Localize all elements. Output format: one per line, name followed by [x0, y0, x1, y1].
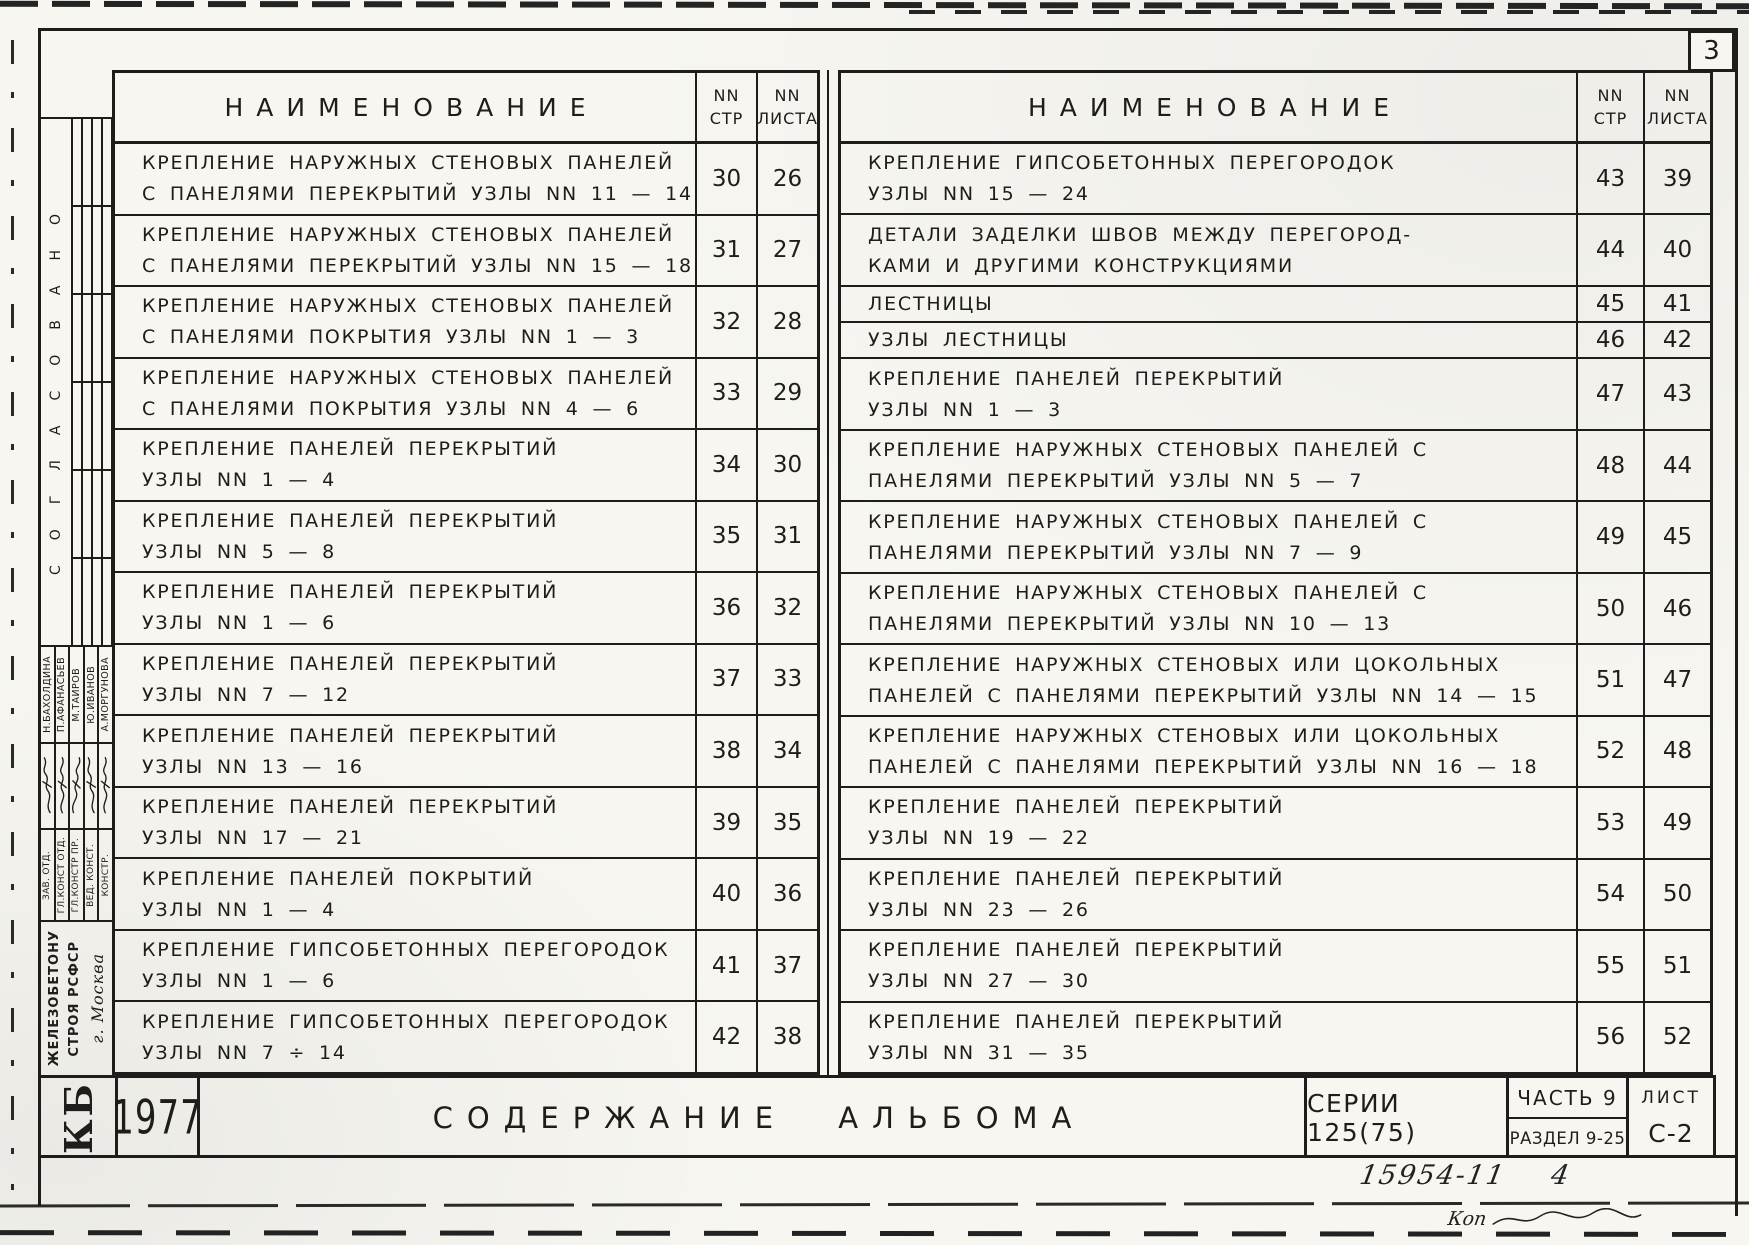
row-title — [115, 502, 695, 572]
row-sheet-number: 40 — [1643, 215, 1710, 284]
signature-scribble-icon — [41, 747, 56, 826]
row-title-line: КРЕПЛЕНИЕ НАРУЖНЫХ СТЕНОВЫХ ПАНЕЛЕЙ С — [868, 582, 1428, 605]
row-page-number: 33 — [695, 359, 756, 429]
row-title — [115, 573, 695, 643]
row-sheet-number: 27 — [756, 216, 817, 286]
row-sheet-number: 48 — [1643, 717, 1710, 786]
row-page-number: 52 — [1576, 717, 1643, 786]
row-title-line: УЗЛЫ NN 7 — 12 — [142, 683, 350, 706]
row-title — [115, 216, 695, 286]
row-page-number: 35 — [695, 502, 756, 572]
signature-scribble-icon — [85, 747, 100, 826]
table-body-left — [115, 144, 817, 1072]
organization-city: г. Москва — [87, 953, 107, 1044]
row-sheet-number: 51 — [1643, 931, 1710, 1000]
row-page-number: 45 — [1576, 287, 1643, 321]
contents-row — [841, 144, 1710, 213]
series-label: СЕРИИ 125(75) — [1307, 1078, 1509, 1158]
row-title — [841, 574, 1576, 643]
row-title-line: ПАНЕЛЕЙ С ПАНЕЛЯМИ ПЕРЕКРЫТИЙ УЗЛЫ NN 16 — 18 — [868, 755, 1539, 778]
row-title-line: КРЕПЛЕНИЕ ПАНЕЛЕЙ ПЕРЕКРЫТИЙ — [142, 724, 559, 747]
row-sheet-number: 29 — [756, 359, 817, 429]
row-title — [841, 431, 1576, 500]
signer-name-cell — [70, 647, 85, 742]
row-title-line: КРЕПЛЕНИЕ ПАНЕЛЕЙ ПЕРЕКРЫТИЙ — [142, 438, 559, 461]
row-title-line: КРЕПЛЕНИЕ ПАНЕЛЕЙ ПЕРЕКРЫТИЙ — [142, 652, 559, 675]
contents-row — [841, 357, 1710, 428]
part-label: ЧАСТЬ 9 — [1509, 1078, 1626, 1119]
row-page-number: 41 — [695, 931, 756, 1001]
contents-row — [115, 857, 817, 929]
signer-name: Ю.ИВАНОВ — [85, 665, 97, 724]
row-title-line: УЗЛЫ NN 17 — 21 — [142, 827, 364, 850]
signature-scribble-icon — [99, 747, 112, 825]
signer-signature-cell — [56, 744, 71, 828]
row-page-number: 51 — [1576, 645, 1643, 714]
row-title — [841, 287, 1576, 321]
contents-row — [841, 213, 1710, 284]
album-title: СОДЕРЖАНИЕ АЛЬБОМА — [200, 1078, 1307, 1158]
double-rule-divider — [827, 70, 829, 1075]
row-page-number: 55 — [1576, 931, 1643, 1000]
row-title-line: УЗЛЫ NN 23 — 26 — [868, 898, 1090, 921]
row-title — [841, 502, 1576, 571]
row-title — [115, 859, 695, 929]
column-header-page: NN СТР — [1576, 73, 1643, 141]
column-header-sheet: NN ЛИСТА — [756, 73, 817, 141]
row-page-number: 56 — [1576, 1003, 1643, 1072]
contents-row — [841, 429, 1710, 500]
row-sheet-number: 32 — [756, 573, 817, 643]
row-page-number: 30 — [695, 144, 756, 214]
row-title-line: ЛЕСТНИЦЫ — [868, 293, 994, 316]
row-sheet-number: 34 — [756, 716, 817, 786]
row-title — [115, 716, 695, 786]
approved-label: СОГЛАСОВАНО — [48, 189, 64, 575]
part-section-box — [1509, 1078, 1629, 1158]
row-page-number: 44 — [1576, 215, 1643, 284]
row-title-line: КРЕПЛЕНИЕ ПАНЕЛЕЙ ПЕРЕКРЫТИЙ — [142, 581, 559, 604]
contents-row — [841, 321, 1710, 357]
row-title-line: С ПАНЕЛЯМИ ПОКРЫТИЯ УЗЛЫ NN 1 — 3 — [142, 326, 641, 349]
row-title — [115, 287, 695, 357]
page-number-box — [1688, 30, 1735, 72]
sheet-box — [1629, 1078, 1713, 1158]
signer-roles-row — [41, 830, 112, 920]
signer-name-cell — [85, 647, 100, 742]
row-title — [115, 645, 695, 715]
row-title-line: КРЕПЛЕНИЕ ПАНЕЛЕЙ ПЕРЕКРЫТИЙ — [142, 509, 559, 532]
contents-row — [841, 929, 1710, 1000]
row-title — [841, 931, 1576, 1000]
torn-edge-top-secondary — [909, 10, 1749, 14]
approved-label-column — [41, 119, 73, 645]
row-sheet-number: 52 — [1643, 1003, 1710, 1072]
signer-role-cell — [99, 830, 112, 920]
row-title-line: КРЕПЛЕНИЕ ГИПСОБЕТОННЫХ ПЕРЕГОРОДОК — [142, 939, 670, 962]
row-title-line: УЗЛЫ NN 31 — 35 — [868, 1041, 1090, 1064]
row-title — [841, 215, 1576, 284]
approval-stamp-grid — [41, 31, 112, 645]
row-title — [841, 860, 1576, 929]
signature-scribble-icon — [70, 747, 85, 826]
signer-role: КОНСТР. — [100, 853, 111, 897]
row-title-line: УЗЛЫ NN 7 ÷ 14 — [142, 1041, 347, 1064]
approval-blank-cell — [41, 31, 112, 119]
signature-scribble-icon — [56, 747, 69, 825]
contents-row — [841, 786, 1710, 857]
table-body-right — [841, 144, 1710, 1072]
signer-signature-cell — [85, 744, 100, 828]
row-sheet-number: 38 — [756, 1002, 817, 1072]
row-title-line: КРЕПЛЕНИЕ ПАНЕЛЕЙ ПОКРЫТИЙ — [142, 867, 534, 890]
org-code: КБ — [55, 1081, 101, 1155]
contents-row — [115, 714, 817, 786]
contents-row — [841, 715, 1710, 786]
row-title-line: УЗЛЫ NN 1 — 6 — [142, 612, 336, 635]
signer-role-cell — [56, 830, 71, 920]
row-page-number: 38 — [695, 716, 756, 786]
row-title-line: КРЕПЛЕНИЕ ПАНЕЛЕЙ ПЕРЕКРЫТИЙ — [868, 796, 1285, 819]
row-page-number: 39 — [695, 788, 756, 858]
row-page-number: 42 — [695, 1002, 756, 1072]
signer-name: М.ТАИРОВ — [70, 667, 82, 722]
signer-names-row — [41, 647, 112, 744]
signer-role-cell — [41, 830, 56, 920]
row-title-line: КРЕПЛЕНИЕ НАРУЖНЫХ СТЕНОВЫХ ПАНЕЛЕЙ С — [868, 510, 1428, 533]
signer-role-cell — [70, 830, 85, 920]
row-page-number: 37 — [695, 645, 756, 715]
contents-row — [115, 643, 817, 715]
row-title-line: УЗЛЫ NN 1 — 4 — [142, 469, 336, 492]
row-sheet-number: 46 — [1643, 574, 1710, 643]
contents-row — [115, 500, 817, 572]
row-title-line: ПАНЕЛЕЙ С ПАНЕЛЯМИ ПЕРЕКРЫТИЙ УЗЛЫ NN 14 — 15 — [868, 684, 1539, 707]
contents-row — [841, 500, 1710, 571]
row-title — [115, 931, 695, 1001]
row-title-line: ДЕТАЛИ ЗАДЕЛКИ ШВОВ МЕЖДУ ПЕРЕГОРОД- — [868, 223, 1412, 246]
row-page-number: 40 — [695, 859, 756, 929]
signer-signature-cell — [99, 744, 112, 828]
row-sheet-number: 31 — [756, 502, 817, 572]
row-sheet-number: 44 — [1643, 431, 1710, 500]
sheet-number: С-2 — [1648, 1118, 1694, 1148]
torn-edge-top — [0, 1, 1749, 9]
column-header-page: NN СТР — [695, 73, 756, 141]
signer-name: Н.БАХОЛДИНА — [41, 656, 53, 733]
row-title-line: ПАНЕЛЯМИ ПЕРЕКРЫТИЙ УЗЛЫ NN 7 — 9 — [868, 541, 1364, 564]
column-header-name: НАИМЕНОВАНИЕ — [224, 92, 599, 122]
row-sheet-number: 47 — [1643, 645, 1710, 714]
title-block — [41, 1075, 1716, 1158]
row-sheet-number: 30 — [756, 430, 817, 500]
row-title-line: КРЕПЛЕНИЕ НАРУЖНЫХ СТЕНОВЫХ ИЛИ ЦОКОЛЬНЫХ — [868, 724, 1501, 747]
contents-row — [115, 571, 817, 643]
signer-name-cell — [41, 647, 56, 742]
row-title — [841, 788, 1576, 857]
row-title-line: УЗЛЫ NN 1 — 4 — [142, 898, 336, 921]
signer-signatures-row — [41, 744, 112, 830]
row-title-line: С ПАНЕЛЯМИ ПЕРЕКРЫТИЙ УЗЛЫ NN 11 — 14 — [142, 183, 693, 206]
row-title-line: УЗЛЫ NN 1 — 6 — [142, 970, 336, 993]
row-title — [115, 359, 695, 429]
row-title — [841, 323, 1576, 357]
table-header-row — [841, 73, 1710, 144]
row-title-line: КРЕПЛЕНИЕ НАРУЖНЫХ СТЕНОВЫХ ИЛИ ЦОКОЛЬНЫХ — [868, 653, 1501, 676]
year-value: 1977 — [112, 1090, 203, 1146]
contents-table-left — [112, 70, 820, 1075]
row-title-line: КРЕПЛЕНИЕ НАРУЖНЫХ СТЕНОВЫХ ПАНЕЛЕЙ С — [868, 439, 1428, 462]
signer-role: ГЛ.КОНСТР ПР. — [71, 837, 82, 913]
row-page-number: 54 — [1576, 860, 1643, 929]
signer-signature-cell — [41, 744, 56, 828]
row-title — [115, 788, 695, 858]
torn-edge-left — [11, 40, 14, 1190]
row-page-number: 49 — [1576, 502, 1643, 571]
row-sheet-number: 35 — [756, 788, 817, 858]
year-box — [112, 1078, 203, 1158]
signature-block — [41, 645, 112, 920]
contents-row — [115, 786, 817, 858]
row-page-number: 53 — [1576, 788, 1643, 857]
row-title-line: С ПАНЕЛЯМИ ПЕРЕКРЫТИЙ УЗЛЫ NN 15 — 18 — [142, 254, 693, 277]
signer-role: ВЕД. КОНСТ. — [86, 843, 97, 907]
organization-block — [41, 920, 112, 1075]
handwritten-doc-number: 15954-11 4 — [1357, 1160, 1574, 1191]
row-title-line: УЗЛЫ NN 27 — 30 — [868, 970, 1090, 993]
row-title-line: УЗЛЫ NN 13 — 16 — [142, 755, 364, 778]
contents-row — [115, 214, 817, 286]
row-title — [841, 359, 1576, 428]
sheet-label: ЛИСТ — [1641, 1088, 1701, 1109]
row-title — [841, 645, 1576, 714]
row-title-line: КРЕПЛЕНИЕ НАРУЖНЫХ СТЕНОВЫХ ПАНЕЛЕЙ — [142, 295, 675, 318]
row-title-line: КРЕПЛЕНИЕ НАРУЖНЫХ СТЕНОВЫХ ПАНЕЛЕЙ — [142, 152, 675, 175]
contents-row — [841, 285, 1710, 321]
row-title — [115, 144, 695, 214]
contents-row — [115, 144, 817, 214]
row-title-line: КАМИ И ДРУГИМИ КОНСТРУКЦИЯМИ — [868, 254, 1295, 277]
row-sheet-number: 50 — [1643, 860, 1710, 929]
contents-row — [115, 929, 817, 1001]
row-title-line: КРЕПЛЕНИЕ ПАНЕЛЕЙ ПЕРЕКРЫТИЙ — [868, 367, 1285, 390]
contents-row — [841, 572, 1710, 643]
handwritten-signature-scribble — [1491, 1208, 1644, 1230]
section-label: РАЗДЕЛ 9-25 — [1509, 1129, 1626, 1148]
row-title-line: КРЕПЛЕНИЕ ГИПСОБЕТОННЫХ ПЕРЕГОРОДОК — [142, 1010, 670, 1033]
row-page-number: 32 — [695, 287, 756, 357]
row-title-line: УЗЛЫ NN 15 — 24 — [868, 183, 1090, 206]
contents-row — [841, 858, 1710, 929]
handwritten-corner-note: Коп — [1446, 1208, 1643, 1230]
signer-name: П.АФАНАСЬЕВ — [56, 656, 68, 732]
row-title-line: КРЕПЛЕНИЕ НАРУЖНЫХ СТЕНОВЫХ ПАНЕЛЕЙ — [142, 366, 675, 389]
row-title-line: УЗЛЫ NN 1 — 3 — [868, 398, 1062, 421]
contents-row — [115, 285, 817, 357]
signer-name-cell — [99, 647, 112, 742]
contents-row — [115, 357, 817, 429]
row-title-line: УЗЛЫ NN 19 — 22 — [868, 827, 1090, 850]
contents-row — [115, 428, 817, 500]
row-title — [115, 1002, 695, 1072]
signer-signature-cell — [70, 744, 85, 828]
row-title-line: С ПАНЕЛЯМИ ПОКРЫТИЯ УЗЛЫ NN 4 — 6 — [142, 397, 641, 420]
organization-name-line1: ЖЕЛЕЗОБЕТОНУ — [46, 930, 62, 1067]
page-number: 3 — [1703, 36, 1720, 66]
row-title-line: УЗЛЫ ЛЕСТНИЦЫ — [868, 329, 1069, 352]
contents-row — [841, 1001, 1710, 1072]
contents-table-right — [838, 70, 1713, 1075]
column-header-name: НАИМЕНОВАНИЕ — [1028, 92, 1402, 122]
signer-role-cell — [85, 830, 100, 920]
row-page-number: 50 — [1576, 574, 1643, 643]
row-title-line: КРЕПЛЕНИЕ ПАНЕЛЕЙ ПЕРЕКРЫТИЙ — [868, 939, 1285, 962]
signer-name: А.МОРГУНОВА — [100, 657, 112, 732]
row-title-line: УЗЛЫ NN 5 — 8 — [142, 540, 336, 563]
row-sheet-number: 39 — [1643, 144, 1710, 213]
row-sheet-number: 37 — [756, 931, 817, 1001]
row-sheet-number: 49 — [1643, 788, 1710, 857]
row-page-number: 34 — [695, 430, 756, 500]
row-page-number: 36 — [695, 573, 756, 643]
row-title — [841, 717, 1576, 786]
row-sheet-number: 36 — [756, 859, 817, 929]
row-sheet-number: 41 — [1643, 287, 1710, 321]
row-sheet-number: 45 — [1643, 502, 1710, 571]
row-title — [841, 144, 1576, 213]
row-sheet-number: 43 — [1643, 359, 1710, 428]
row-page-number: 48 — [1576, 431, 1643, 500]
row-sheet-number: 33 — [756, 645, 817, 715]
row-page-number: 43 — [1576, 144, 1643, 213]
column-header-sheet: NN ЛИСТА — [1643, 73, 1710, 141]
row-page-number: 46 — [1576, 323, 1643, 357]
contents-row — [115, 1000, 817, 1072]
row-sheet-number: 28 — [756, 287, 817, 357]
table-header-row — [115, 73, 817, 144]
row-title-line: ПАНЕЛЯМИ ПЕРЕКРЫТИЙ УЗЛЫ NN 10 — 13 — [868, 613, 1391, 636]
row-title — [841, 1003, 1576, 1072]
row-title-line: КРЕПЛЕНИЕ НАРУЖНЫХ СТЕНОВЫХ ПАНЕЛЕЙ — [142, 223, 675, 246]
torn-edge-bottom-secondary — [0, 1230, 1749, 1237]
row-sheet-number: 26 — [756, 144, 817, 214]
row-title-line: КРЕПЛЕНИЕ ПАНЕЛЕЙ ПЕРЕКРЫТИЙ — [142, 796, 559, 819]
signer-role: ГЛ.КОНСТ ОТД. — [56, 836, 67, 914]
row-sheet-number: 42 — [1643, 323, 1710, 357]
row-page-number: 47 — [1576, 359, 1643, 428]
row-title-line: КРЕПЛЕНИЕ ПАНЕЛЕЙ ПЕРЕКРЫТИЙ — [868, 1010, 1285, 1033]
row-title-line: КРЕПЛЕНИЕ ГИПСОБЕТОННЫХ ПЕРЕГОРОДОК — [868, 152, 1396, 175]
signer-name-cell — [56, 647, 71, 742]
row-title — [115, 430, 695, 500]
row-title-line: КРЕПЛЕНИЕ ПАНЕЛЕЙ ПЕРЕКРЫТИЙ — [868, 867, 1285, 890]
org-code-box — [41, 1078, 118, 1158]
torn-edge-bottom — [0, 1201, 1749, 1207]
organization-name-line2: СТРОЯ РСФСР — [67, 940, 82, 1057]
frame-extension-left — [38, 1158, 41, 1206]
row-title-line: ПАНЕЛЯМИ ПЕРЕКРЫТИЙ УЗЛЫ NN 5 — 7 — [868, 470, 1364, 493]
contents-row — [841, 643, 1710, 714]
approval-grid-cells — [73, 119, 112, 645]
signer-role: ЗАВ. ОТД. — [42, 850, 53, 900]
row-page-number: 31 — [695, 216, 756, 286]
frame-extension-right — [1735, 1158, 1738, 1216]
